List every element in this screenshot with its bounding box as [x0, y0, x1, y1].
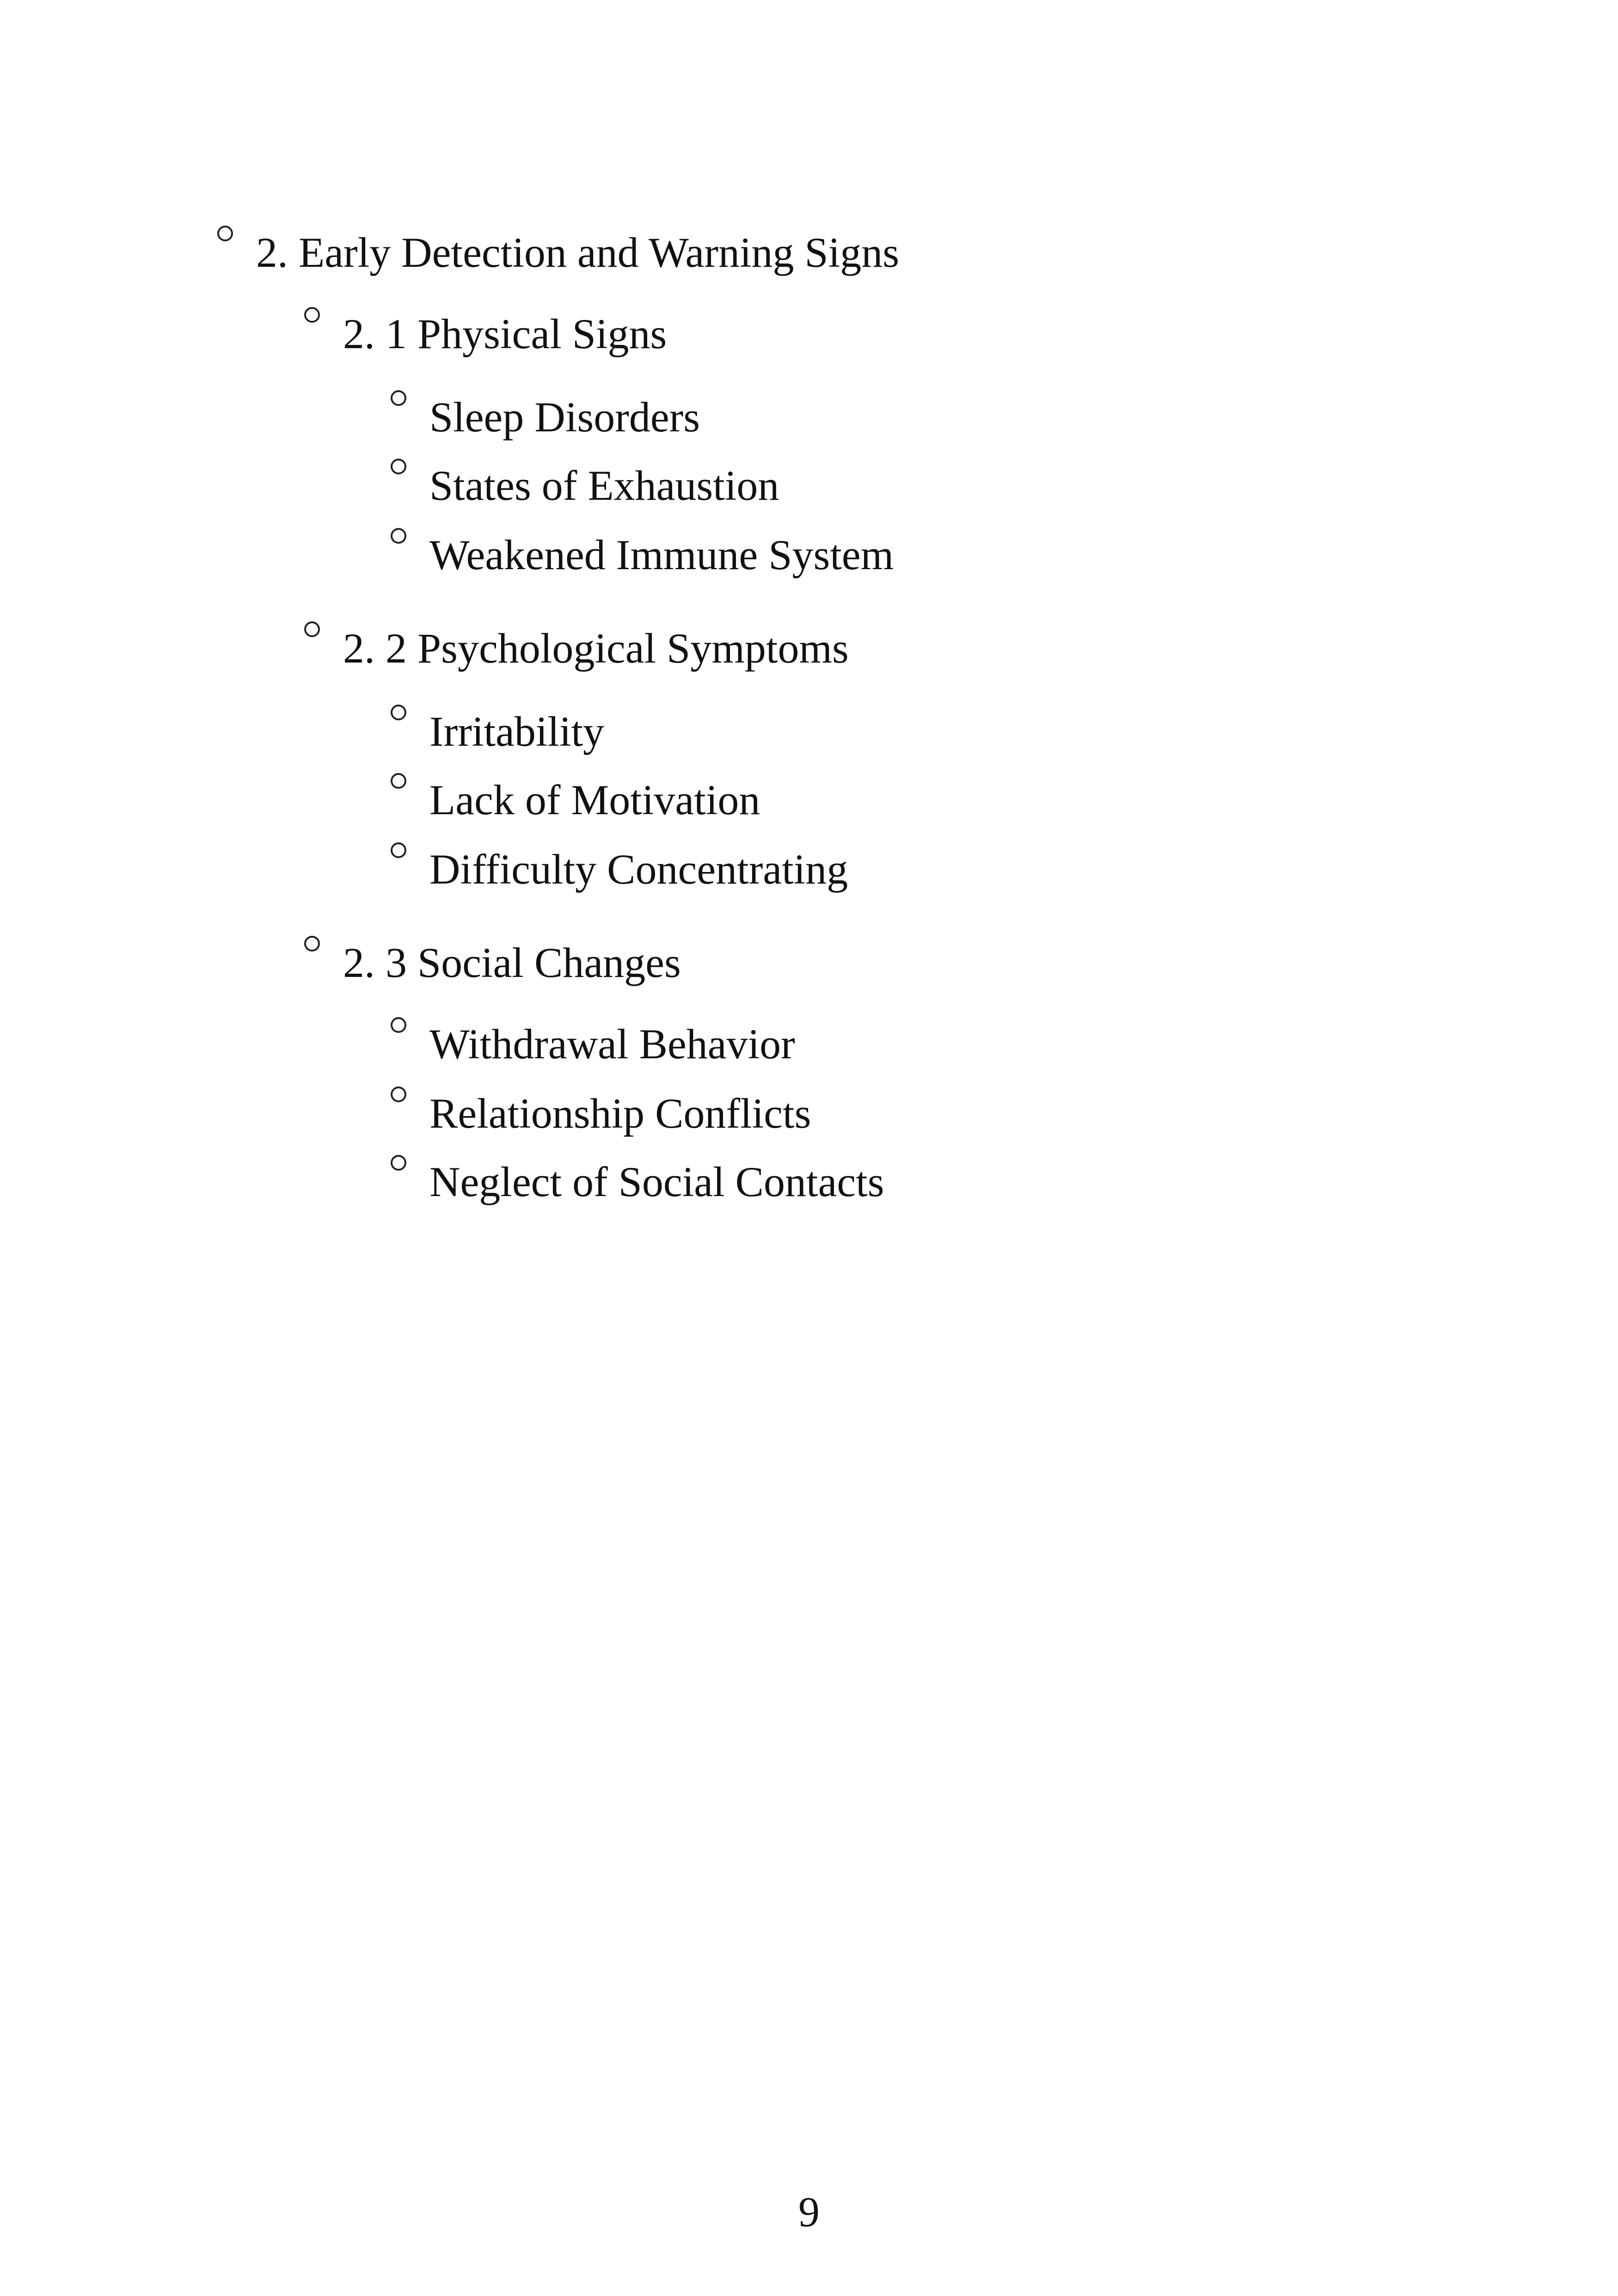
subsection-heading: 2. 2 Psychological Symptoms	[343, 625, 849, 672]
list-item-text: Withdrawal Behavior	[429, 1020, 795, 1068]
hollow-circle-bullet-icon	[391, 528, 406, 544]
hollow-circle-bullet-icon	[391, 459, 406, 474]
list-item-text: Lack of Motivation	[429, 776, 760, 823]
hollow-circle-bullet-icon	[304, 621, 320, 637]
subsection-heading: 2. 3 Social Changes	[343, 939, 681, 986]
subsection-heading: 2. 1 Physical Signs	[343, 310, 667, 357]
hollow-circle-bullet-icon	[304, 307, 320, 323]
list-item-text: Weakened Immune System	[429, 531, 894, 578]
hollow-circle-bullet-icon	[391, 390, 406, 406]
list-item-text: Sleep Disorders	[429, 393, 700, 441]
list-item-text: States of Exhaustion	[429, 462, 779, 509]
page-number: 9	[798, 2188, 820, 2235]
list-item-text: Neglect of Social Contacts	[429, 1158, 884, 1205]
hollow-circle-bullet-icon	[391, 1155, 406, 1171]
list-item-text: Irritability	[429, 708, 605, 755]
hollow-circle-bullet-icon	[391, 1087, 406, 1102]
list-item-text: Difficulty Concentrating	[429, 846, 848, 893]
list-item-text: Relationship Conflicts	[429, 1090, 811, 1137]
hollow-circle-bullet-icon	[217, 226, 233, 241]
hollow-circle-bullet-icon	[391, 773, 406, 789]
hollow-circle-bullet-icon	[391, 1017, 406, 1033]
hollow-circle-bullet-icon	[391, 705, 406, 720]
hollow-circle-bullet-icon	[304, 936, 320, 952]
hollow-circle-bullet-icon	[391, 842, 406, 858]
section-title: 2. Early Detection and Warning Signs	[256, 229, 900, 276]
